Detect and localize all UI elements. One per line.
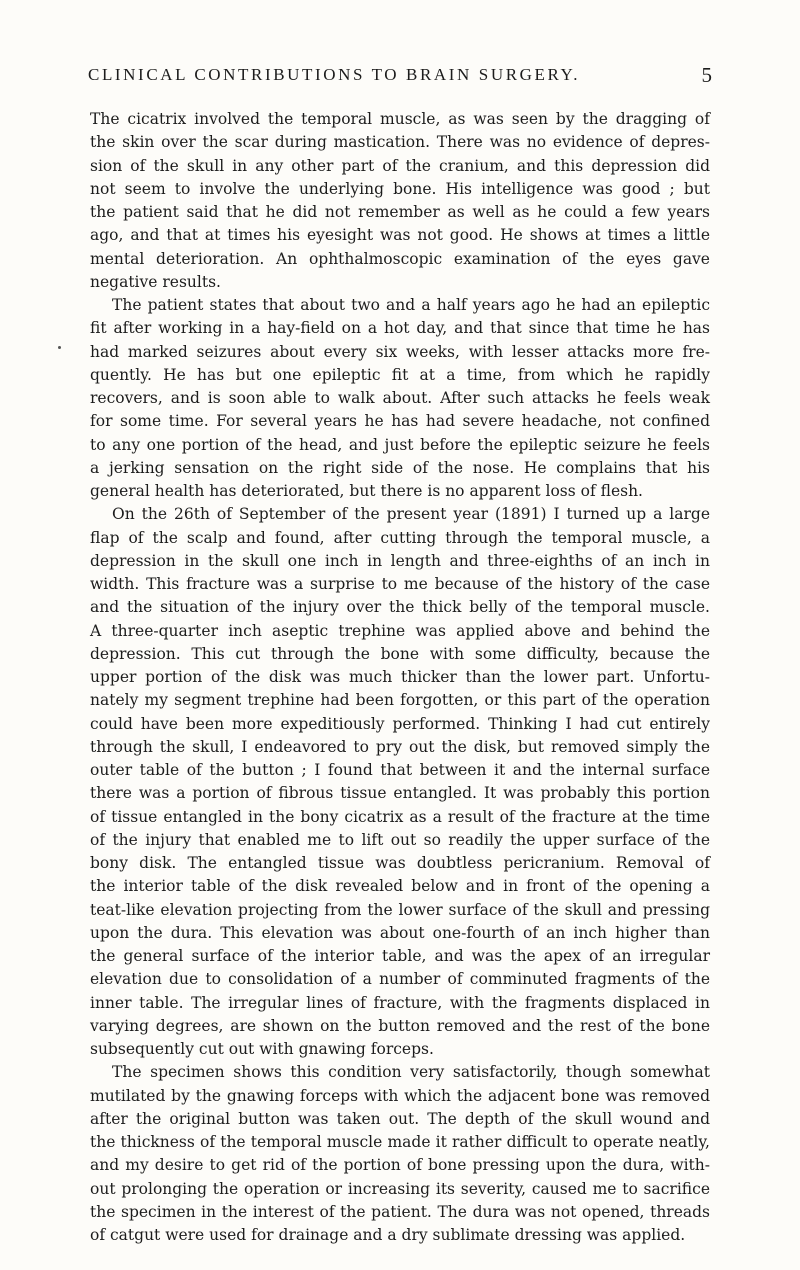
text-line: upper portion of the disk was much thicker than the lower part. Unfortu- — [90, 668, 710, 686]
text-line: inner table. The irregular lines of fracture, with the fragments displaced in — [90, 993, 710, 1012]
text-line: the general surface of the interior table, and was the apex of an irregular — [90, 947, 710, 965]
body-text — [90, 108, 710, 1247]
text-line: out prolonging the operation or increasing its severity, caused me to sacrifice — [90, 1179, 710, 1198]
text-line: of the injury that enabled me to lift out so readily the upper surface of the — [90, 830, 710, 849]
paragraph — [90, 1061, 710, 1247]
text-line: could have been more expeditiously performed. Thinking I had cut entirely — [90, 714, 710, 733]
text-line: The specimen shows this condition very satisfactorily, though somewhat — [112, 1063, 710, 1082]
header-title: CLINICAL CONTRIBUTIONS TO BRAIN SURGERY. — [88, 65, 581, 84]
text-line: ago, and that at times his eyesight was not good. He shows at times a little — [90, 226, 710, 245]
running-header — [88, 62, 712, 88]
text-line: and the situation of the injury over the thick belly of the temporal muscle. — [90, 598, 710, 617]
text-line: depression. This cut through the bone with some difficulty, because the — [90, 644, 710, 663]
text-line: outer table of the button ; I found that between it and the internal surface — [90, 761, 710, 779]
text-line: sion of the skull in any other part of the cranium, and this depression did — [90, 156, 710, 175]
text-line: mutilated by the gnawing forceps with which the adjacent bone was removed — [90, 1086, 710, 1105]
page-number: 5 — [701, 63, 712, 87]
text-line: quently. He has but one epileptic fit at a time, from which he rapidly — [90, 365, 710, 384]
text-line: width. This fracture was a surprise to me because of the history of the case — [90, 575, 710, 593]
text-line: bony disk. The entangled tissue was doubtless pericranium. Removal of — [90, 854, 710, 872]
text-line: the patient said that he did not remember as well as he could a few years — [90, 203, 710, 221]
text-line: and my desire to get rid of the portion of bone pressing upon the dura, with- — [90, 1156, 710, 1175]
text-line: the interior table of the disk revealed below and in front of the opening a — [90, 877, 710, 896]
text-line: the skin over the scar during mastication. There was no evidence of depres- — [90, 133, 710, 152]
paragraph — [90, 503, 710, 1061]
text-line: negative results. — [90, 272, 221, 291]
text-line: to any one portion of the head, and just before the epileptic seizure he feels — [90, 435, 710, 454]
text-line: of catgut were used for drainage and a dry sublimate dressing was applied. — [90, 1226, 686, 1244]
text-line: a jerking sensation on the right side of the nose. He complains that his — [90, 458, 710, 477]
text-line: upon the dura. This elevation was about one-fourth of an inch higher than — [90, 923, 710, 942]
text-line: had marked seizures about every six weeks, with lesser attacks more fre- — [90, 342, 710, 361]
text-line: after the original button was taken out. The depth of the skull wound and — [90, 1109, 710, 1128]
text-line: general health has deteriorated, but there is no apparent loss of flesh. — [90, 482, 643, 500]
paragraph — [90, 108, 710, 294]
text-line: subsequently cut out with gnawing forceps. — [90, 1040, 434, 1058]
text-line: elevation due to consolidation of a number of comminuted fragments of the — [90, 970, 710, 989]
text-line: mental deterioration. An ophthalmoscopic examination of the eyes gave — [90, 249, 710, 268]
text-line: flap of the scalp and found, after cutting through the temporal muscle, a — [90, 528, 710, 547]
text-line: there was a portion of fibrous tissue entangled. It was probably this portion — [90, 784, 710, 803]
text-line: for some time. For several years he has had severe headache, not confined — [90, 412, 710, 431]
text-line: depression in the skull one inch in length and three-eighths of an inch in — [90, 551, 710, 570]
text-line: The cicatrix involved the temporal muscle, as was seen by the dragging of — [90, 110, 710, 128]
text-line: the specimen in the interest of the patient. The dura was not opened, threads — [90, 1202, 710, 1221]
text-line: not seem to involve the underlying bone. His intelligence was good ; but — [90, 179, 710, 198]
paragraph — [90, 294, 710, 503]
margin-mark — [58, 346, 61, 349]
text-line: through the skull, I endeavored to pry out the disk, but removed simply the — [90, 737, 710, 756]
text-line: fit after working in a hay-field on a hot day, and that since that time he has — [90, 319, 710, 338]
text-line: The patient states that about two and a half years ago he had an epileptic — [112, 296, 710, 314]
text-line: nately my segment trephine had been forgotten, or this part of the operation — [90, 691, 710, 710]
text-line: varying degrees, are shown on the button removed and the rest of the bone — [90, 1016, 710, 1035]
text-line: teat-like elevation projecting from the lower surface of the skull and pressing — [90, 900, 710, 919]
text-line: On the 26th of September of the present year (1891) I turned up a large — [112, 505, 710, 524]
text-line: of tissue entangled in the bony cicatrix as a result of the fracture at the time — [90, 807, 710, 826]
text-line: A three-quarter inch aseptic trephine was applied above and behind the — [90, 621, 710, 640]
text-line: the thickness of the temporal muscle made it rather difficult to operate neatly, — [90, 1133, 710, 1151]
text-line: recovers, and is soon able to walk about. After such attacks he feels weak — [90, 389, 710, 407]
